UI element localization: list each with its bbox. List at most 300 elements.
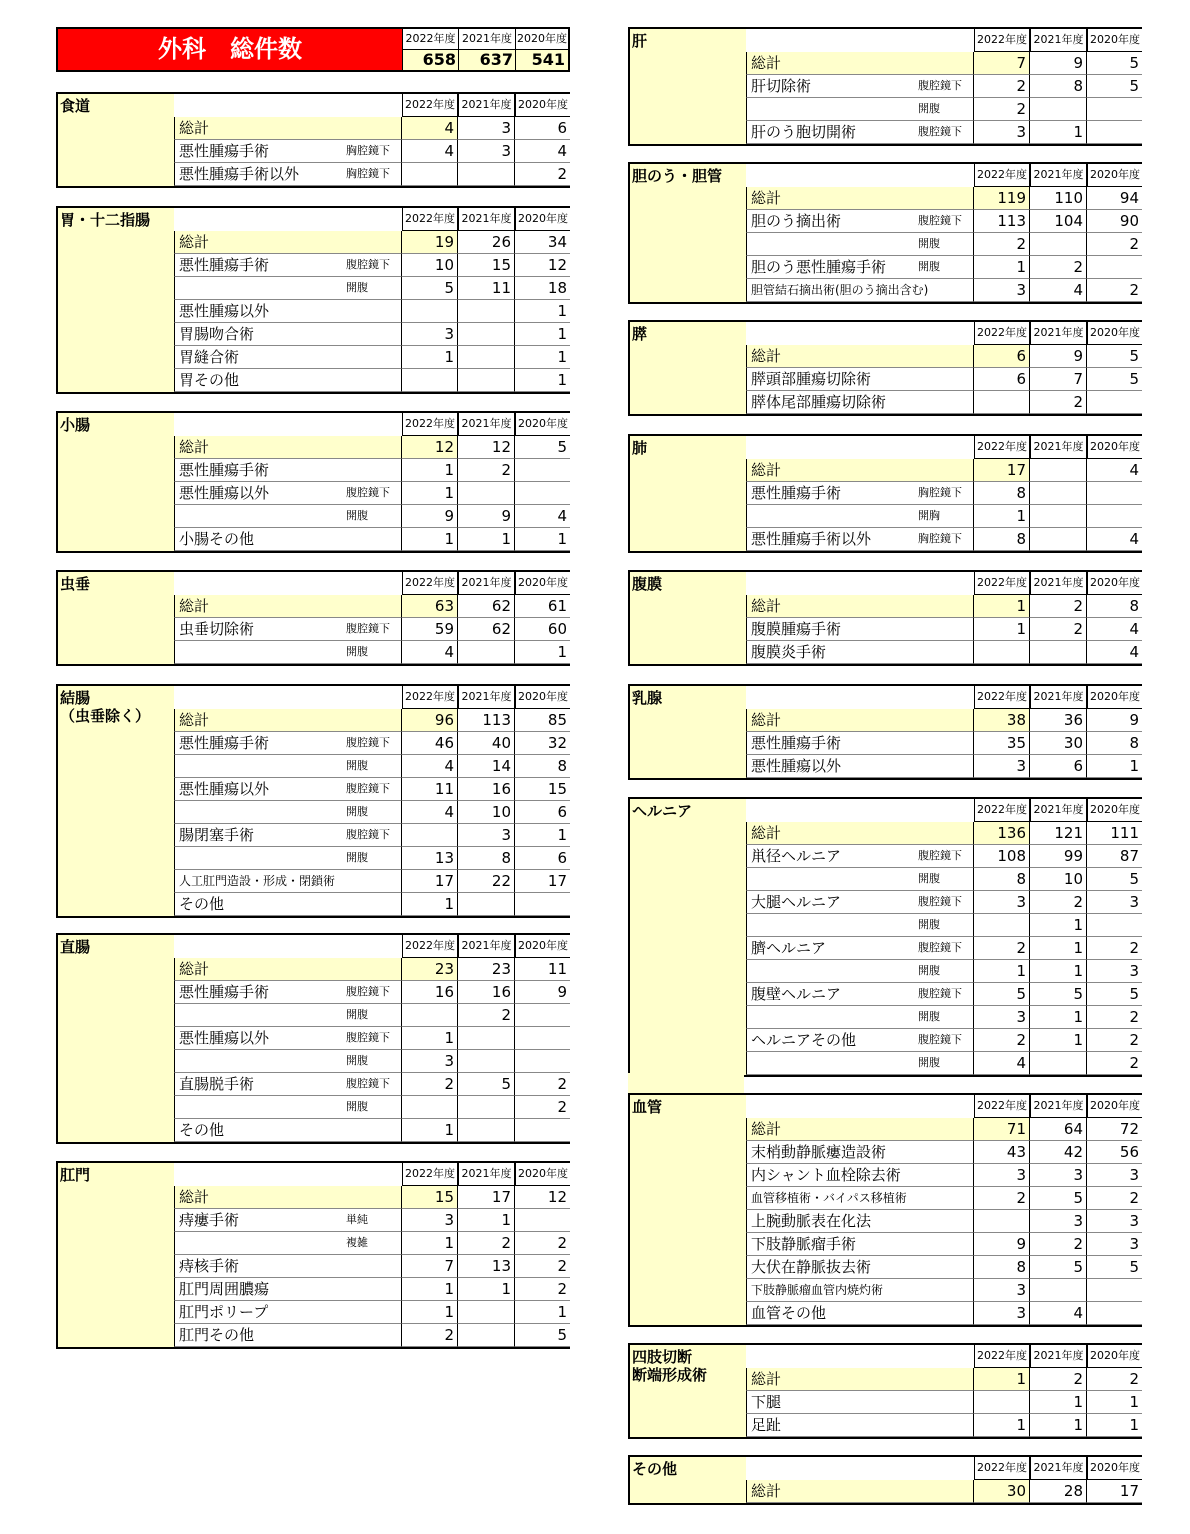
count-cell — [974, 914, 1030, 937]
row-method: 開腹 — [917, 868, 974, 891]
section-name: 結腸 （虫垂除く） — [58, 686, 174, 916]
count-cell: 3 — [458, 117, 515, 140]
year-header: 2022年度 — [974, 572, 1030, 595]
year-header: 2021年度 — [458, 686, 515, 709]
table-row — [746, 1279, 1142, 1302]
count-cell: 4 — [515, 140, 570, 163]
row-label — [174, 1004, 345, 1027]
row-label: 下肢静脈瘤手術 — [746, 1233, 974, 1256]
row-label: 肛門周囲膿瘍 — [174, 1278, 402, 1301]
year-header: 2022年度 — [402, 413, 458, 436]
count-cell: 3 — [402, 1050, 458, 1073]
count-cell: 1 — [974, 1414, 1030, 1437]
count-cell: 1 — [1030, 1029, 1087, 1052]
section-name: 乳腺 — [630, 686, 746, 778]
row-label: 下肢静脈瘤血管内焼灼術 — [746, 1279, 974, 1302]
count-cell: 4 — [402, 117, 458, 140]
count-cell: 5 — [1087, 983, 1142, 1006]
section-name: 肝 — [630, 29, 746, 144]
total-row — [174, 709, 570, 732]
row-label: ヘルニアその他 — [746, 1029, 917, 1052]
year-header: 2020年度 — [1087, 1095, 1142, 1118]
count-cell: 2 — [1087, 233, 1142, 256]
table-row — [746, 75, 1142, 98]
section-table — [56, 411, 570, 553]
count-cell: 10 — [402, 254, 458, 277]
count-cell: 43 — [974, 1141, 1030, 1164]
table-row — [746, 1141, 1142, 1164]
count-cell: 1 — [515, 300, 570, 323]
table-row — [746, 1302, 1142, 1325]
count-cell — [515, 1050, 570, 1073]
count-cell — [1030, 1052, 1087, 1075]
count-cell: 2 — [1087, 937, 1142, 960]
count-cell: 11 — [515, 958, 570, 981]
count-cell: 12 — [458, 436, 515, 459]
count-cell: 15 — [402, 1186, 458, 1209]
table-row — [174, 1119, 570, 1142]
row-label: 虫垂切除術 — [174, 618, 345, 641]
table-row — [746, 732, 1142, 755]
row-label — [174, 641, 345, 664]
count-cell: 2 — [515, 163, 570, 186]
count-cell: 3 — [974, 755, 1030, 778]
row-label: 総計 — [746, 1480, 974, 1503]
count-cell: 2 — [1030, 1368, 1087, 1391]
section-name: 直腸 — [58, 935, 174, 1142]
year-header: 2020年度 — [1087, 799, 1142, 822]
table-row — [746, 891, 1142, 914]
row-label: 悪性腫瘍手術 — [746, 732, 974, 755]
row-label: 大腿ヘルニア — [746, 891, 917, 914]
row-method: 腹腔鏡下 — [345, 1027, 402, 1050]
year-header: 2022年度 — [402, 29, 459, 50]
year-header: 2020年度 — [1087, 1345, 1142, 1368]
count-cell: 4 — [1030, 1302, 1087, 1325]
section-table — [628, 1455, 1142, 1505]
count-cell: 3 — [974, 1006, 1030, 1029]
table-row — [174, 778, 570, 801]
count-cell: 2 — [974, 1029, 1030, 1052]
count-cell — [1030, 505, 1087, 528]
row-label — [174, 1232, 345, 1255]
year-header: 2022年度 — [402, 935, 458, 958]
year-header-row — [58, 686, 570, 709]
table-row — [174, 1209, 570, 1232]
row-method: 腹腔鏡下 — [917, 1029, 974, 1052]
row-method: 胸腔鏡下 — [345, 163, 402, 186]
count-cell — [1087, 505, 1142, 528]
row-label: 上腕動脈表在化法 — [746, 1210, 974, 1233]
year-header: 2021年度 — [458, 29, 516, 50]
count-cell: 1 — [974, 618, 1030, 641]
table-row — [746, 983, 1142, 1006]
count-cell: 71 — [974, 1118, 1030, 1141]
section-name: 血管 — [630, 1095, 746, 1325]
row-label — [174, 1050, 345, 1073]
row-label: 痔核手術 — [174, 1255, 402, 1278]
section-table — [628, 1343, 1142, 1439]
row-method: 開腹 — [345, 641, 402, 664]
row-label: 総計 — [174, 436, 402, 459]
row-method: 開腹 — [345, 505, 402, 528]
year-header-row — [630, 686, 1142, 709]
count-cell: 7 — [974, 52, 1030, 75]
count-cell — [402, 163, 458, 186]
count-cell: 42 — [1030, 1141, 1087, 1164]
count-cell: 19 — [402, 231, 458, 254]
row-label: 悪性腫瘍以外 — [174, 482, 345, 505]
count-cell: 3 — [974, 279, 1030, 302]
year-header-row — [630, 436, 1142, 459]
table-row — [746, 937, 1142, 960]
row-method: 開腹 — [917, 960, 974, 983]
row-label: 総計 — [174, 958, 402, 981]
table-row — [746, 279, 1142, 302]
year-header: 2021年度 — [1030, 164, 1087, 187]
total-row — [174, 231, 570, 254]
count-cell: 9 — [1030, 52, 1087, 75]
year-header: 2021年度 — [1030, 1457, 1087, 1480]
row-label: 総計 — [746, 459, 974, 482]
count-cell: 5 — [1087, 1256, 1142, 1279]
row-method: 単純 — [345, 1209, 402, 1232]
count-cell: 96 — [402, 709, 458, 732]
count-cell — [1030, 641, 1087, 664]
count-cell: 104 — [1030, 210, 1087, 233]
year-header: 2020年度 — [1087, 436, 1142, 459]
count-cell: 1 — [515, 323, 570, 346]
row-label — [174, 755, 345, 778]
year-header: 2021年度 — [1030, 322, 1087, 345]
count-cell: 87 — [1087, 845, 1142, 868]
row-label: 総計 — [174, 595, 402, 618]
count-cell: 30 — [1030, 732, 1087, 755]
row-label — [746, 868, 917, 891]
count-cell — [515, 1027, 570, 1050]
count-cell: 10 — [1030, 868, 1087, 891]
count-cell: 2 — [515, 1232, 570, 1255]
count-cell: 1 — [458, 1278, 515, 1301]
count-cell: 2 — [1030, 618, 1087, 641]
row-label — [174, 277, 345, 300]
count-cell: 1 — [1087, 1391, 1142, 1414]
count-cell: 5 — [1087, 368, 1142, 391]
year-header: 2021年度 — [1030, 799, 1087, 822]
year-header: 2021年度 — [458, 572, 515, 595]
count-cell: 4 — [402, 140, 458, 163]
count-cell — [458, 163, 515, 186]
count-cell: 23 — [402, 958, 458, 981]
year-header: 2022年度 — [974, 686, 1030, 709]
count-cell: 28 — [1030, 1480, 1087, 1503]
row-label: 総計 — [174, 117, 402, 140]
year-header: 2021年度 — [458, 1163, 515, 1186]
count-cell: 56 — [1087, 1141, 1142, 1164]
year-header: 2022年度 — [974, 436, 1030, 459]
row-method: 複雑 — [345, 1232, 402, 1255]
count-cell: 2 — [974, 98, 1030, 121]
year-header-row — [630, 1345, 1142, 1368]
table-row — [746, 505, 1142, 528]
row-label: 胃縫合術 — [174, 346, 402, 369]
table-row — [746, 256, 1142, 279]
count-cell: 2 — [974, 233, 1030, 256]
count-cell: 4 — [402, 801, 458, 824]
count-cell — [1030, 1279, 1087, 1302]
count-cell: 5 — [974, 983, 1030, 1006]
year-header-row — [630, 572, 1142, 595]
row-method: 開腹 — [345, 801, 402, 824]
count-cell: 15 — [458, 254, 515, 277]
row-label: 臍ヘルニア — [746, 937, 917, 960]
table-row — [174, 346, 570, 369]
total-row — [174, 595, 570, 618]
count-cell: 8 — [974, 528, 1030, 551]
count-cell — [402, 824, 458, 847]
count-cell: 2 — [402, 1073, 458, 1096]
count-cell: 2 — [515, 1073, 570, 1096]
table-row — [174, 1050, 570, 1073]
count-cell: 1 — [974, 960, 1030, 983]
count-cell: 62 — [458, 618, 515, 641]
year-header-row — [630, 164, 1142, 187]
row-method: 開腹 — [345, 847, 402, 870]
row-label: 悪性腫瘍以外 — [174, 778, 345, 801]
count-cell: 3 — [1087, 1233, 1142, 1256]
section-table — [628, 162, 1142, 304]
count-cell: 5 — [515, 436, 570, 459]
count-cell — [1030, 98, 1087, 121]
count-cell — [402, 369, 458, 392]
count-cell: 12 — [515, 1186, 570, 1209]
total-row — [746, 709, 1142, 732]
table-row — [174, 528, 570, 551]
count-cell: 2 — [515, 1278, 570, 1301]
section-table — [56, 684, 570, 918]
count-cell: 1 — [515, 369, 570, 392]
year-header-row — [58, 208, 570, 231]
count-cell: 34 — [515, 231, 570, 254]
year-header: 2021年度 — [458, 208, 515, 231]
year-header: 2022年度 — [974, 164, 1030, 187]
row-label: 胆管結石摘出術(胆のう摘出含む) — [746, 279, 974, 302]
row-label: 胆のう悪性腫瘍手術 — [746, 256, 917, 279]
count-cell: 3 — [974, 1302, 1030, 1325]
count-cell: 61 — [515, 595, 570, 618]
count-cell — [1030, 528, 1087, 551]
row-method: 腹腔鏡下 — [345, 981, 402, 1004]
count-cell: 3 — [1087, 1164, 1142, 1187]
row-label: 肝のう胞切開術 — [746, 121, 917, 144]
table-row — [746, 1233, 1142, 1256]
count-cell: 2 — [1087, 1368, 1142, 1391]
count-cell: 32 — [515, 732, 570, 755]
count-cell: 8 — [1030, 75, 1087, 98]
table-row — [174, 870, 570, 893]
count-cell: 4 — [515, 505, 570, 528]
count-cell: 1 — [515, 346, 570, 369]
year-header: 2021年度 — [1030, 572, 1087, 595]
year-header: 2020年度 — [515, 94, 570, 117]
count-cell: 5 — [1030, 1256, 1087, 1279]
count-cell: 1 — [1030, 937, 1087, 960]
count-cell: 1 — [402, 346, 458, 369]
table-row — [746, 1414, 1142, 1437]
count-cell: 2 — [1030, 256, 1087, 279]
row-label: 腸閉塞手術 — [174, 824, 345, 847]
count-cell: 12 — [515, 254, 570, 277]
year-header-row — [58, 94, 570, 117]
count-cell: 1 — [402, 893, 458, 916]
row-method: 腹腔鏡下 — [917, 210, 974, 233]
count-cell: 16 — [458, 778, 515, 801]
count-cell: 1 — [1087, 1414, 1142, 1437]
row-label: 胃その他 — [174, 369, 402, 392]
total-row — [746, 822, 1142, 845]
count-cell: 2 — [974, 937, 1030, 960]
count-cell: 5 — [515, 1324, 570, 1347]
section-name: ヘルニア — [630, 799, 746, 1075]
row-label: 人工肛門造設・形成・閉鎖術 — [174, 870, 402, 893]
total-row — [746, 1368, 1142, 1391]
table-row — [746, 755, 1142, 778]
count-cell: 99 — [1030, 845, 1087, 868]
count-cell — [1030, 459, 1087, 482]
total-row — [746, 187, 1142, 210]
row-method: 腹腔鏡下 — [345, 482, 402, 505]
year-header-row — [58, 572, 570, 595]
table-row — [746, 845, 1142, 868]
table-row — [746, 482, 1142, 505]
table-row — [174, 1027, 570, 1050]
section-name: 腹膜 — [630, 572, 746, 664]
total-row — [746, 595, 1142, 618]
count-cell: 1 — [515, 1301, 570, 1324]
count-cell: 16 — [458, 981, 515, 1004]
count-cell: 5 — [1087, 75, 1142, 98]
year-header: 2020年度 — [1087, 164, 1142, 187]
count-cell: 23 — [458, 958, 515, 981]
row-label: 悪性腫瘍以外 — [174, 300, 402, 323]
row-label: 腹壁ヘルニア — [746, 983, 917, 1006]
row-label: 鼡径ヘルニア — [746, 845, 917, 868]
count-cell: 1 — [515, 528, 570, 551]
count-cell: 6 — [515, 801, 570, 824]
total-row — [746, 52, 1142, 75]
row-label: 膵頭部腫瘍切除術 — [746, 368, 974, 391]
count-cell — [974, 1210, 1030, 1233]
table-row — [174, 1232, 570, 1255]
table-row — [174, 618, 570, 641]
count-cell: 59 — [402, 618, 458, 641]
row-label — [746, 1006, 917, 1029]
year-header: 2021年度 — [458, 413, 515, 436]
section-table — [56, 92, 570, 188]
count-cell: 1 — [974, 505, 1030, 528]
count-cell: 8 — [974, 1256, 1030, 1279]
section-name: 肛門 — [58, 1163, 174, 1347]
row-label: 悪性腫瘍手術 — [174, 254, 345, 277]
count-cell — [1030, 482, 1087, 505]
count-cell — [515, 482, 570, 505]
row-method: 開腹 — [917, 1052, 974, 1075]
row-method: 腹腔鏡下 — [917, 937, 974, 960]
table-row — [746, 1006, 1142, 1029]
row-label — [746, 233, 917, 256]
count-cell: 62 — [458, 595, 515, 618]
table-row — [746, 914, 1142, 937]
section-name: 胆のう・胆管 — [630, 164, 746, 302]
section-table — [628, 320, 1142, 416]
count-cell: 136 — [974, 822, 1030, 845]
count-cell: 60 — [515, 618, 570, 641]
table-row — [746, 1164, 1142, 1187]
row-label: 総計 — [746, 1118, 974, 1141]
count-cell: 3 — [458, 824, 515, 847]
year-header-row — [58, 1163, 570, 1186]
count-cell — [1087, 1279, 1142, 1302]
year-header: 2021年度 — [1030, 1095, 1087, 1118]
count-cell: 6 — [974, 368, 1030, 391]
row-label: 総計 — [174, 709, 402, 732]
row-label: 悪性腫瘍手術 — [746, 482, 917, 505]
row-label: 内シャント血栓除去術 — [746, 1164, 974, 1187]
row-label: 総計 — [746, 1368, 974, 1391]
table-row — [174, 482, 570, 505]
count-cell: 4 — [402, 641, 458, 664]
section-table — [56, 933, 570, 1144]
row-label — [174, 505, 345, 528]
count-cell — [458, 641, 515, 664]
page-title: 外科 総件数 — [58, 29, 402, 70]
row-label: 総計 — [746, 345, 974, 368]
count-cell: 13 — [458, 1255, 515, 1278]
row-label: 血管移植術・バイパス移植術 — [746, 1187, 974, 1210]
count-cell: 1 — [402, 1027, 458, 1050]
table-row — [174, 893, 570, 916]
year-header: 2022年度 — [402, 208, 458, 231]
count-cell: 9 — [1087, 709, 1142, 732]
row-label: 悪性腫瘍手術 — [174, 732, 345, 755]
count-cell: 4 — [1087, 459, 1142, 482]
row-method: 開腹 — [345, 1004, 402, 1027]
count-cell — [402, 1004, 458, 1027]
total-value-2020: 541 — [515, 50, 568, 70]
count-cell — [515, 1209, 570, 1232]
total-row — [746, 345, 1142, 368]
count-cell: 5 — [1087, 345, 1142, 368]
count-cell: 8 — [1087, 595, 1142, 618]
row-label: 総計 — [746, 595, 974, 618]
count-cell: 2 — [458, 1232, 515, 1255]
section-table — [628, 570, 1142, 666]
count-cell: 2 — [458, 459, 515, 482]
count-cell: 2 — [515, 1255, 570, 1278]
total-row — [174, 117, 570, 140]
count-cell — [458, 346, 515, 369]
count-cell: 64 — [1030, 1118, 1087, 1141]
year-header: 2022年度 — [402, 1163, 458, 1186]
count-cell: 1 — [1030, 1414, 1087, 1437]
year-header: 2022年度 — [974, 1457, 1030, 1480]
count-cell: 12 — [402, 436, 458, 459]
year-header: 2021年度 — [1030, 686, 1087, 709]
count-cell: 2 — [974, 75, 1030, 98]
row-label: 胃腸吻合術 — [174, 323, 402, 346]
count-cell: 8 — [515, 755, 570, 778]
year-header: 2022年度 — [974, 29, 1030, 52]
